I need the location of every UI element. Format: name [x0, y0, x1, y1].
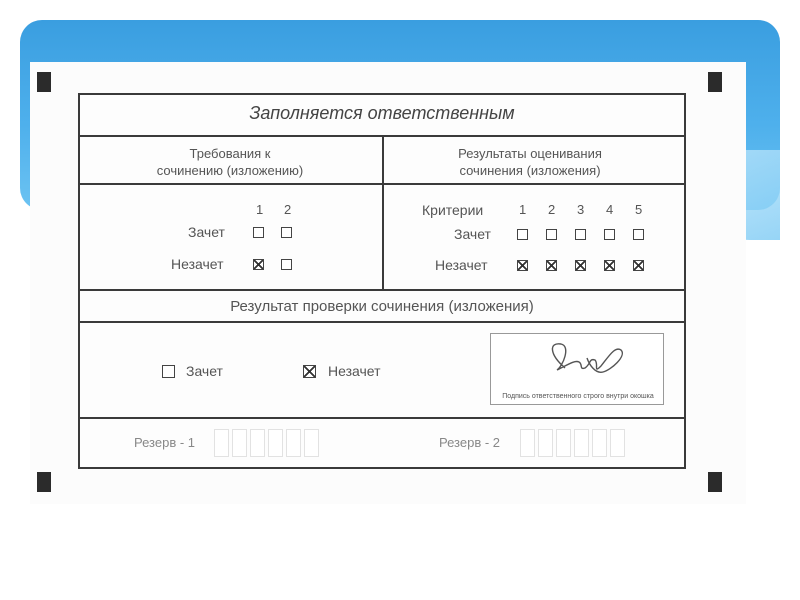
signature-box[interactable] [490, 333, 664, 405]
req2-pass-checkbox[interactable] [281, 227, 292, 238]
reserve1-cell [268, 429, 283, 457]
req2-fail-checkbox[interactable] [281, 259, 292, 270]
req1-pass-checkbox[interactable] [253, 227, 264, 238]
criterion5-pass-checkbox[interactable] [633, 229, 644, 240]
req-pass-label: Зачет [188, 224, 225, 240]
req-number-2: 2 [284, 202, 292, 217]
corner-marker-top-right [708, 72, 722, 92]
corner-marker-bottom-right [708, 472, 722, 492]
criteria-label: Критерии [422, 202, 484, 218]
reserve2-cell [538, 429, 553, 457]
result-fail-checkbox[interactable] [303, 365, 316, 378]
result-pass-label: Зачет [186, 363, 223, 379]
corner-marker-top-left [37, 72, 51, 92]
reserve1-cell [286, 429, 301, 457]
signature-caption: Подпись ответственного строго внутри окошка [502, 393, 654, 400]
results-header-line2: сочинения (изложения) [459, 163, 601, 178]
result-fail-label: Незачет [328, 363, 381, 379]
reserve1-cell [250, 429, 265, 457]
column-divider [382, 136, 384, 289]
criterion2-pass-checkbox[interactable] [546, 229, 557, 240]
criteria-fail-label: Незачет [435, 257, 488, 273]
criterion-number-5: 5 [635, 202, 643, 217]
result-pass-checkbox[interactable] [162, 365, 175, 378]
reserve2-cell [520, 429, 535, 457]
assessment-form [78, 93, 686, 469]
results-header-line1: Результаты оценивания [458, 146, 602, 161]
reserve2-label: Резерв - 2 [439, 435, 501, 450]
reserve2-cell [610, 429, 625, 457]
divider [80, 289, 684, 291]
results-header [395, 145, 665, 179]
reserve1-cell [214, 429, 229, 457]
form-title: Заполняется ответственным [249, 103, 515, 123]
criterion2-fail-checkbox[interactable] [546, 260, 557, 271]
divider [80, 321, 684, 323]
criterion3-pass-checkbox[interactable] [575, 229, 586, 240]
req-fail-label: Незачет [171, 256, 224, 272]
reserve2-cell [556, 429, 571, 457]
corner-marker-bottom-left [37, 472, 51, 492]
reserve1-cell [232, 429, 247, 457]
criterion5-fail-checkbox[interactable] [633, 260, 644, 271]
criterion-number-2: 2 [548, 202, 556, 217]
criterion-number-1: 1 [519, 202, 527, 217]
criterion1-fail-checkbox[interactable] [517, 260, 528, 271]
criterion4-fail-checkbox[interactable] [604, 260, 615, 271]
criterion1-pass-checkbox[interactable] [517, 229, 528, 240]
requirements-header-line1: Требования к [189, 146, 271, 161]
requirements-header [110, 145, 350, 179]
criteria-pass-label: Зачет [454, 226, 491, 242]
criterion-number-3: 3 [577, 202, 585, 217]
reserve2-cell [574, 429, 589, 457]
req1-fail-checkbox[interactable] [253, 259, 264, 270]
reserve1-cell [304, 429, 319, 457]
criterion4-pass-checkbox[interactable] [604, 229, 615, 240]
result-title: Результат проверки сочинения (изложения) [230, 298, 534, 315]
reserve1-label: Резерв - 1 [134, 435, 196, 450]
req-number-1: 1 [256, 202, 264, 217]
reserve2-cell [592, 429, 607, 457]
signature-scribble [491, 334, 663, 390]
criterion3-fail-checkbox[interactable] [575, 260, 586, 271]
requirements-header-line2: сочинению (изложению) [156, 163, 304, 178]
divider [80, 417, 684, 419]
criterion-number-4: 4 [606, 202, 614, 217]
